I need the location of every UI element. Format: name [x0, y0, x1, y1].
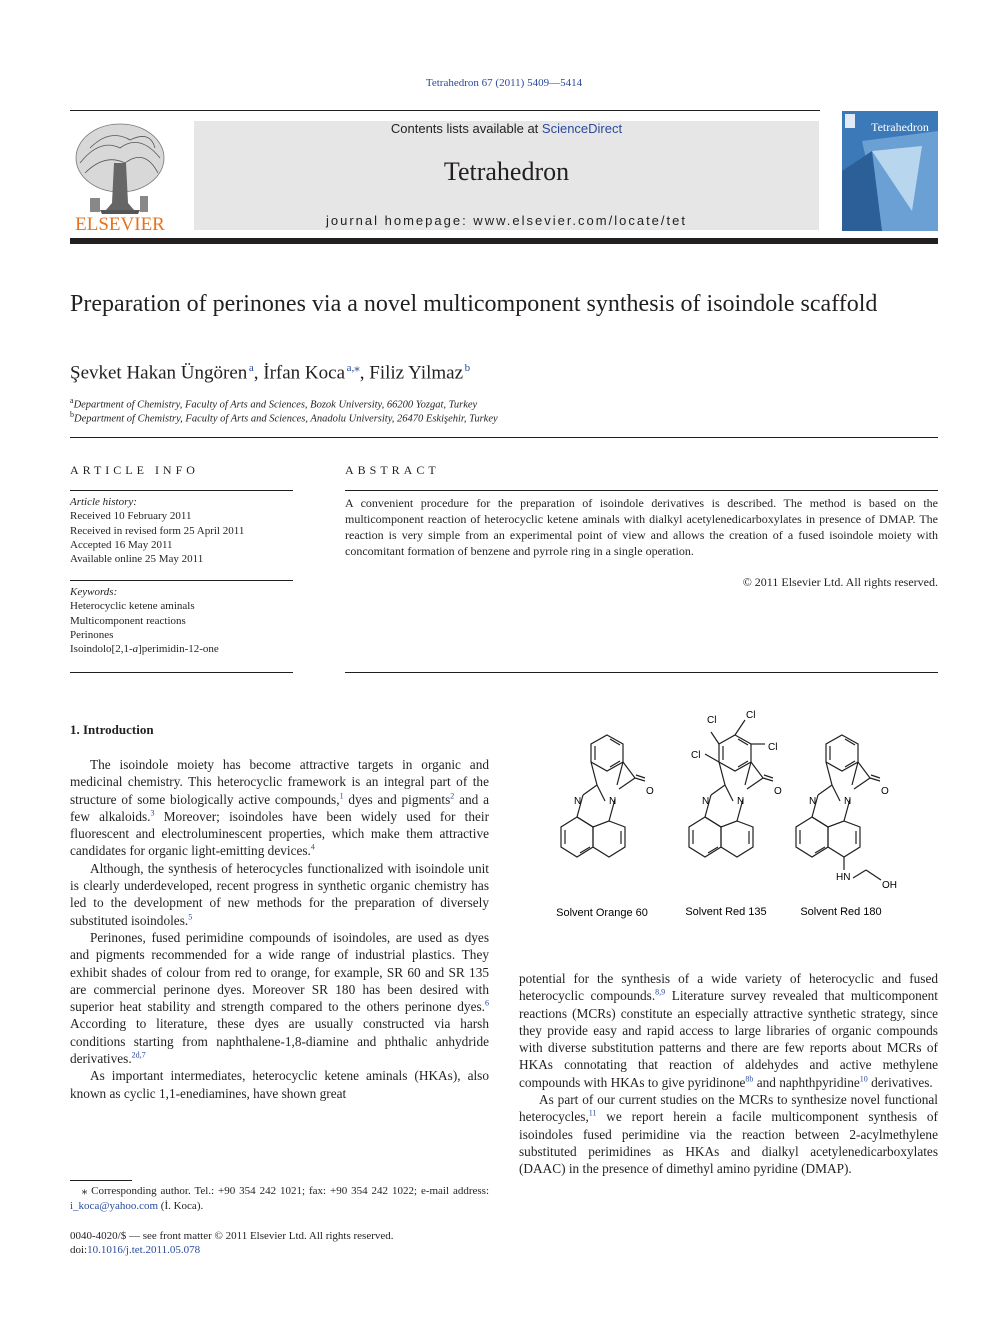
paragraph: [70, 756, 489, 860]
atom-label: N: [702, 796, 710, 807]
citation-ref[interactable]: 5: [188, 912, 193, 922]
perinone-structures-figure: [519, 700, 938, 930]
atom-label: N: [737, 796, 745, 807]
text-run: Literature survey revealed that multicomponent reactions (MCRs) constitute an especially attractive synthetic strategy, since they provide easy and rapid access to large libraries of organic compounds with diverse substitution patterns and there are few reports about MCRs of HKAs connotating that reaction of aldehydes and active methylene compounds with HKAs to give pyridinone: [519, 988, 938, 1090]
cover-title: Tetrahedron: [871, 120, 929, 134]
citation-ref[interactable]: 6: [485, 998, 489, 1008]
keyword: Heterocyclic ketene aminals: [70, 600, 195, 613]
right-column: [519, 970, 938, 1178]
header-rule: [70, 110, 820, 111]
abstract-copyright: © 2011 Elsevier Ltd. All rights reserved.: [742, 575, 938, 589]
paragraph: [519, 970, 938, 1091]
history-item: Received in revised form 25 April 2011: [70, 524, 245, 537]
text-run: potential for the synthesis of a wide variety of heterocyclic and fused heterocyclic compounds.: [519, 971, 938, 1004]
figure-caption: Solvent Red 180: [800, 906, 882, 918]
doi-link[interactable]: 10.1016/j.tet.2011.05.078: [87, 1244, 201, 1257]
text-run: As part of our current studies on the MCRs to synthesize novel functional heterocycles,: [519, 1092, 938, 1125]
abstract-heading: ABSTRACT: [345, 463, 440, 477]
divider: [345, 672, 938, 673]
sciencedirect-link[interactable]: ScienceDirect: [541, 121, 623, 136]
atom-label: O: [646, 786, 654, 797]
text-run: According to literature, these dyes are usually constructed via harsh conditions starting from naphthalene-1,8-diamine and phthalic anhydride derivatives.: [70, 1016, 489, 1067]
figure-caption: Solvent Red 135: [685, 906, 767, 918]
text-run: Although, the synthesis of heterocycles functionalized with isoindole unit is clearly underdeveloped, recent progress in synthetic organic chemistry has led to the development of new methods for the preparation of diversely substituted isoindoles.: [70, 860, 489, 928]
text-run: dyes and pigments: [343, 791, 451, 807]
chemical-structures-icon: [519, 700, 938, 930]
author-sup[interactable]: a,⁎: [346, 362, 360, 374]
divider: [345, 490, 938, 491]
citation-ref[interactable]: 8,9: [655, 987, 666, 997]
citation-link[interactable]: Tetrahedron 67 (2011) 5409—5414: [425, 77, 583, 89]
footnote-text: Corresponding author. Tel.: +90 354 242 1021; fax: +90 354 242 1022; e-mail address:: [87, 1185, 490, 1197]
history-item: Accepted 16 May 2011: [70, 538, 173, 551]
journal-cover[interactable]: [842, 111, 938, 231]
front-matter-line: 0040-4020/$ — see front matter © 2011 Elsevier Ltd. All rights reserved.: [70, 1230, 394, 1242]
journal-name[interactable]: Tetrahedron: [443, 157, 570, 186]
corresponding-author-footnote: [70, 1184, 489, 1213]
paragraph: As important intermediates, heterocyclic ketene aminals (HKAs), also known as cyclic 1,1-enediamines, have shown great: [70, 1068, 489, 1101]
article-title: Preparation of perinones via a novel multicomponent synthesis of isoindole scaffold: [70, 291, 878, 317]
author-name: Filiz Yilmaz: [369, 362, 464, 384]
keyword-part: ]perimidin-12-one: [138, 643, 219, 656]
elsevier-tree-icon: [70, 118, 170, 233]
text-run: Moreover; isoindoles have been widely used for their fluorescent and electroluminescent properties, which make them attractive candidates for organic light-emitting devices.: [70, 808, 490, 859]
contents-prefix: Contents lists available at: [390, 121, 542, 136]
divider: [70, 490, 293, 491]
front-matter: [70, 1229, 489, 1258]
citation-ref[interactable]: 1: [339, 791, 344, 801]
keywords: [70, 585, 295, 656]
article-info-heading: ARTICLE INFO: [70, 463, 199, 477]
text-run: derivatives.: [867, 1074, 933, 1090]
paragraph: [70, 860, 489, 929]
text-run: The isoindole moiety has become attractive targets in organic and medicinal chemistry. This heterocyclic framework is an integral part of the structure of some biologically active compounds,: [70, 757, 489, 807]
atom-label: N: [844, 796, 852, 807]
doi-label: doi:: [70, 1244, 88, 1257]
affiliation-text: Department of Chemistry, Faculty of Arts and Sciences, Anadolu University, 26470 Eskişehir, Turkey: [74, 413, 498, 425]
keywords-label: Keywords:: [70, 586, 118, 598]
atom-label: Cl: [746, 710, 756, 721]
keyword: Multicomponent reactions: [70, 614, 186, 627]
footnote-symbol: ⁎: [81, 1185, 88, 1197]
atom-label: Cl: [707, 715, 717, 726]
affiliation-text: Department of Chemistry, Faculty of Arts and Sciences, Bozok University, 66200 Yozgat, Turkey: [73, 399, 478, 411]
article-history: [70, 495, 295, 566]
text-run: and naphthpyridine: [753, 1074, 860, 1090]
citation-ref[interactable]: 11: [588, 1108, 597, 1118]
keyword: [70, 642, 295, 656]
author-name: Şevket Hakan Üngören: [70, 362, 248, 384]
atom-label: N: [574, 796, 582, 807]
citation-ref[interactable]: 8b: [745, 1074, 754, 1084]
elsevier-wordmark: ELSEVIER: [75, 214, 165, 233]
atom-label: Cl: [768, 742, 778, 753]
citation-ref[interactable]: 10: [859, 1074, 868, 1084]
atom-label: Cl: [691, 750, 701, 761]
author-list: Şevket Hakan Üngören $^a$, İrfan Koca $^{a,⁎}$, Filiz Yilmaz $^b$: [70, 362, 471, 384]
journal-homepage[interactable]: journal homepage: www.elsevier.com/locate/tet: [326, 213, 687, 228]
author-sup[interactable]: b: [464, 362, 471, 374]
citation-ref[interactable]: 2d,7: [131, 1050, 146, 1060]
email-link[interactable]: i_koca@yahoo.com: [70, 1199, 159, 1212]
atom-label: N: [609, 796, 617, 807]
atom-label: HN: [836, 872, 851, 883]
affiliation-b: [70, 410, 938, 425]
citation-ref[interactable]: 2: [450, 791, 455, 801]
paragraph: [519, 1091, 938, 1177]
cover-image-icon: [842, 111, 938, 231]
author-name: İrfan Koca: [263, 362, 346, 384]
contents-line: [194, 121, 819, 136]
journal-banner: [194, 121, 819, 230]
section-rule: [70, 437, 938, 438]
history-item: Available online 25 May 2011: [70, 553, 204, 566]
left-column: [70, 756, 489, 1102]
abstract-text: A convenient procedure for the preparation of isoindole derivatives is described. The method is based on the multicomponent reaction of heterocyclic ketene aminals with dialkyl acetylenedicarboxylates in presence of DMAP. The reaction is very simple from an experimental point of view and allows the creation of a fused isoindole moiety with concomitant formation of benzene and pyrrole ring in a single operation.: [345, 496, 938, 558]
header-thick-rule: [70, 238, 938, 244]
figure-caption: Solvent Orange 60: [556, 907, 648, 919]
doi-line: [70, 1243, 489, 1257]
footnote-text: (İ. Koca).: [158, 1199, 204, 1212]
affiliation-sup: b: [70, 410, 74, 419]
divider: [70, 672, 293, 673]
atom-label: O: [881, 786, 889, 797]
keyword-part: Isoindolo[2,1-: [70, 643, 133, 656]
citation-ref[interactable]: 4: [310, 843, 315, 853]
divider: [70, 580, 293, 581]
elsevier-logo[interactable]: [70, 118, 170, 233]
text-run: Perinones, fused perimidine compounds of isoindoles, are used as dyes and pigments recommended for a wide range of industrial plastics. They exhibit shades of colour from red to orange, for example, SR 60 and SR 135 are commercial perinone dyes. Moreover SR 180 has been desired with superior heat stability and strength compared to the others perinone dyes.: [70, 929, 489, 1015]
section-heading-introduction: 1. Introduction: [70, 722, 154, 737]
journal-citation[interactable]: [0, 77, 992, 89]
affiliation-sup: a: [70, 396, 74, 405]
text-run: we report herein a facile multicomponent synthesis of isoindoles fused perimidine via the reaction between 2-acylmethylene substituted perimidines as HKAs and dialkyl acetylenedicarboxylates (DAAC) in the presence of dimethyl amino pyridine (DMAP).: [519, 1109, 938, 1177]
keyword-part: a: [132, 643, 139, 656]
history-item: Received 10 February 2011: [70, 510, 192, 523]
footnote-rule: [70, 1180, 132, 1181]
atom-label: O: [774, 786, 782, 797]
affiliation-a: [70, 396, 938, 411]
atom-label: OH: [882, 880, 897, 891]
citation-ref[interactable]: 3: [150, 808, 155, 818]
author-sup[interactable]: a: [248, 362, 254, 374]
text-run: and a few alkaloids.: [70, 791, 489, 824]
history-label: Article history:: [70, 496, 137, 508]
atom-label: N: [809, 796, 817, 807]
keyword: Perinones: [70, 628, 114, 641]
paragraph: [70, 929, 489, 1067]
